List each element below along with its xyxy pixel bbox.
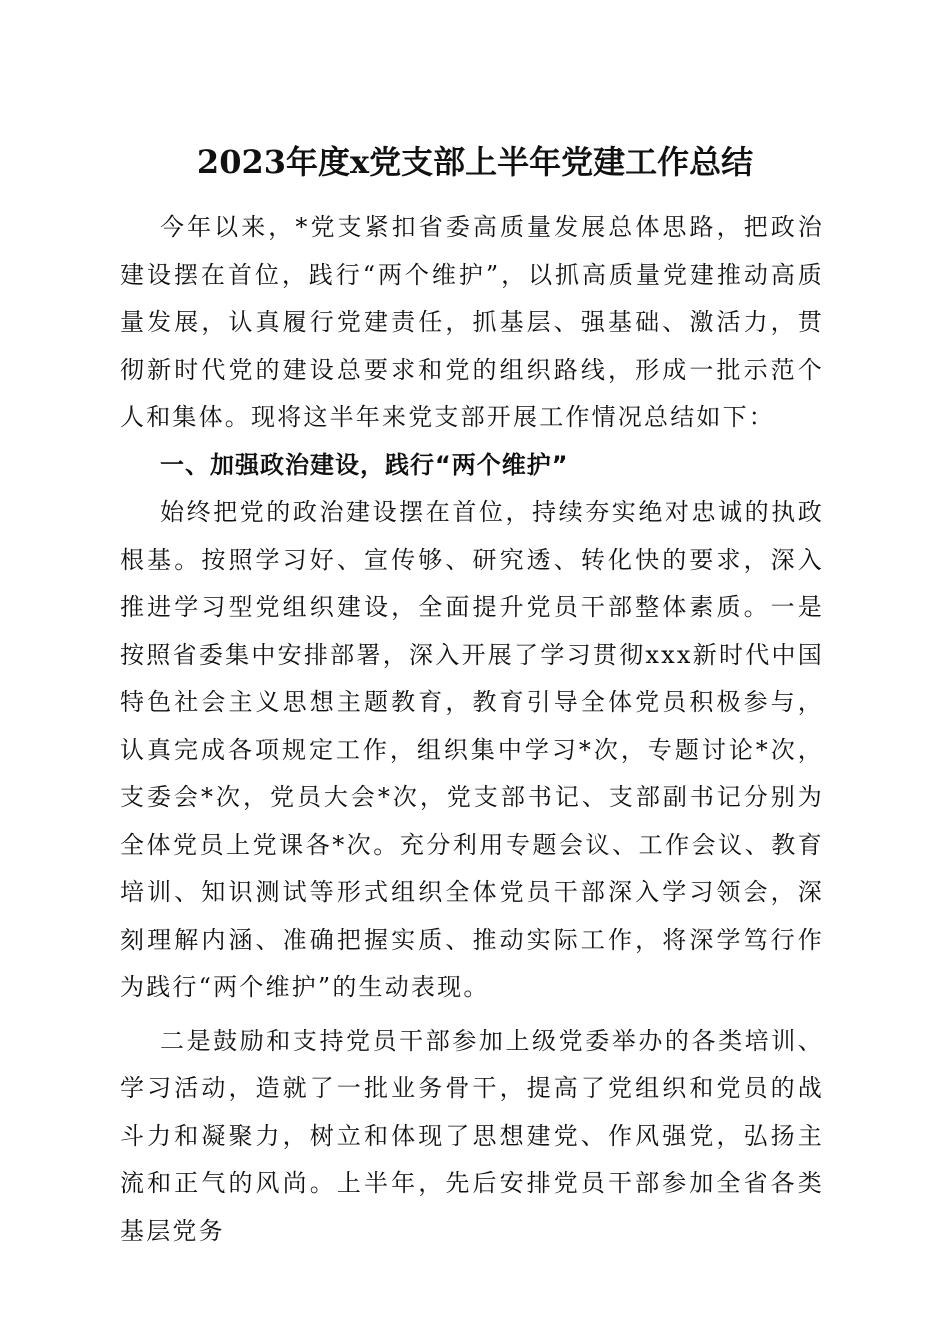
intro-paragraph: 今年以来，*党支紧扣省委高质量发展总体思路，把政治建设摆在首位，践行“两个维护”，以抓高质量党建推动高质量发展，认真履行党建责任，抓基层、强基础、激活力，贯彻新时代党的建设总要求和党的组织路线，形成一批示范个人和集体。现将这半年来党支部开展工作情况总结如下： <box>120 213 824 431</box>
section-heading-1: 一、加强政治建设，践行“两个维护” <box>160 450 569 479</box>
document-title: 2023年度x党支部上半年党建工作总结 <box>196 143 754 181</box>
section-1-paragraph-1: 始终把党的政治建设摆在首位，持续夯实绝对忠诚的执政根基。按照学习好、宣传够、研究透、转化快的要求，深入推进学习型党组织建设，全面提升党员干部整体素质。一是按照省委集中安排部署，深入开展了学习贯彻xxx新时代中国特色社会主义思想主题教育，教育引导全体党员积极参与，认真完成各项规定工作，组织集中学习*次，专题讨论*次，支委会*次，党员大会*次，党支部书记、支部副书记分别为全体党员上党课各*次。充分利用专题会议、工作会议、教育培训、知识测试等形式组织全体党员干部深入学习领会，深刻理解内涵、准确把握实质、推动实际工作，将深学笃行作为践行“两个维护”的生动表现。 <box>120 498 824 1001</box>
section-1-paragraph-2: 二是鼓励和支持党员干部参加上级党委举办的各类培训、学习活动，造就了一批业务骨干，提高了党组织和党员的战斗力和凝聚力，树立和体现了思想建党、作风强党，弘扬主流和正气的风尚。上半年，先后安排党员干部参加全省各类基层党务 <box>120 1026 824 1245</box>
document-body <box>120 204 824 1255</box>
